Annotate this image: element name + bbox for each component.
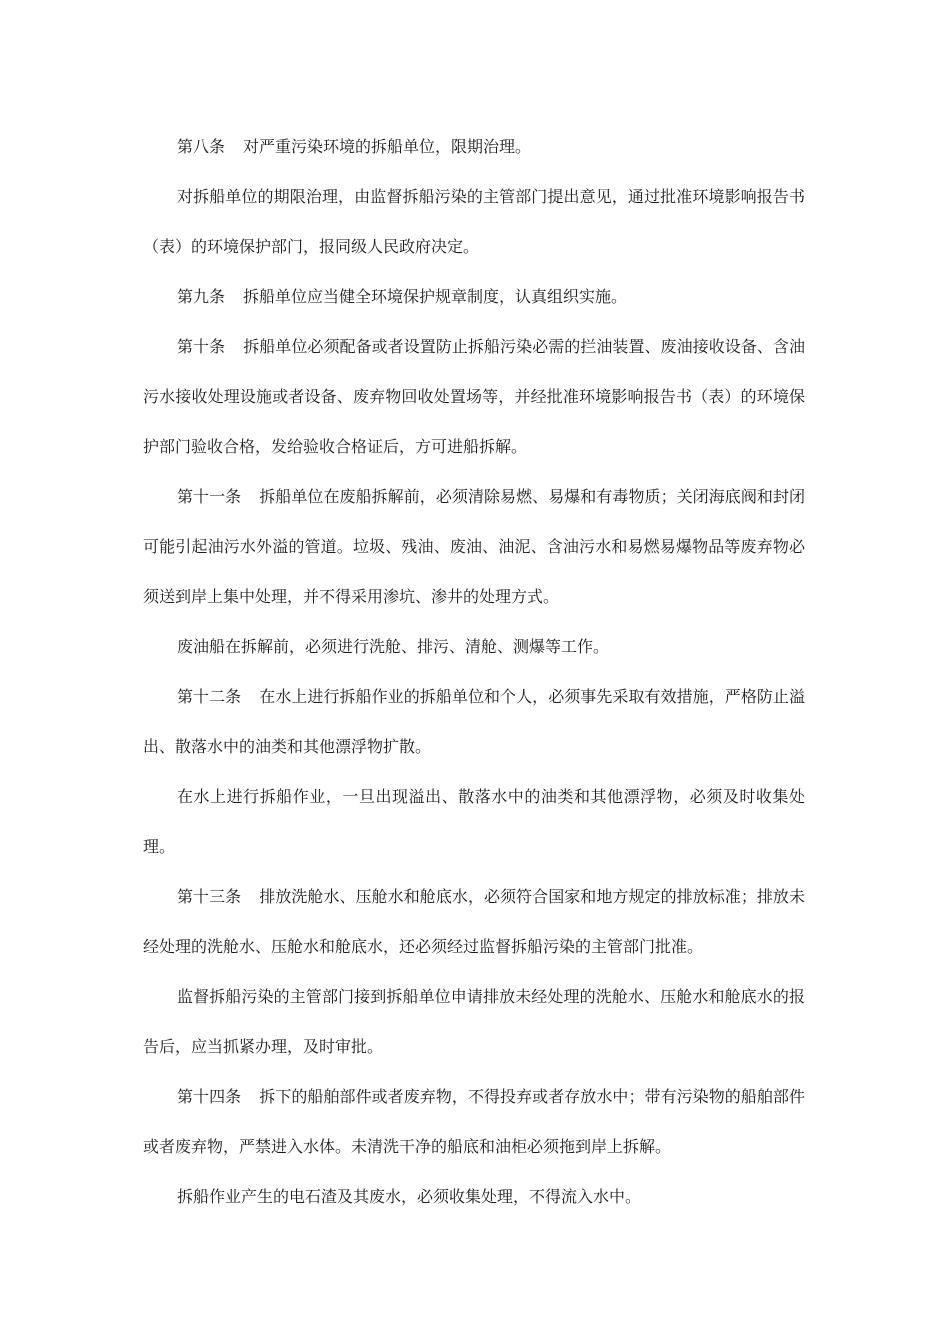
paragraph-text: 对严重污染环境的拆船单位，限期治理。 (243, 137, 532, 156)
paragraph (143, 172, 805, 272)
paragraph-text: 在水上进行拆船作业，一旦出现溢出、散落水中的油类和其他漂浮物，必须及时收集处理。 (143, 787, 805, 856)
paragraph-article-9 (143, 272, 805, 322)
paragraph-text: 在水上进行拆船作业的拆船单位和个人，必须事先采取有效措施，严格防止溢出、散落水中的油类和其他漂浮物扩散。 (143, 687, 805, 756)
paragraph-text: 拆船单位应当健全环境保护规章制度，认真组织实施。 (243, 287, 628, 306)
regulation-text (143, 122, 805, 1222)
paragraph-text: 监督拆船污染的主管部门接到拆船单位申请排放未经处理的洗舱水、压舱水和舱底水的报告后，应当抓紧办理，及时审批。 (143, 987, 805, 1056)
paragraph (143, 1172, 805, 1222)
article-number: 第十三条 (177, 887, 242, 906)
paragraph (143, 972, 805, 1072)
paragraph-text: 拆下的船舶部件或者废弃物，不得投弃或者存放水中；带有污染物的船舶部件或者废弃物，严禁进入水体。未清洗干净的船底和油柜必须拖到岸上拆解。 (143, 1087, 805, 1156)
article-number: 第八条 (177, 137, 226, 156)
paragraph-article-13 (143, 872, 805, 972)
paragraph-text: 对拆船单位的期限治理，由监督拆船污染的主管部门提出意见，通过批准环境影响报告书（表）的环境保护部门，报同级人民政府决定。 (143, 187, 805, 256)
paragraph-text: 拆船单位必须配备或者设置防止拆船污染必需的拦油装置、废油接收设备、含油污水接收处理设施或者设备、废弃物回收处置场等，并经批准环境影响报告书（表）的环境保护部门验收合格，发给验收合格证后，方可进船拆解。 (143, 337, 805, 456)
paragraph-text: 废油船在拆解前，必须进行洗舱、排污、清舱、测爆等工作。 (177, 637, 610, 656)
paragraph-article-11 (143, 472, 805, 622)
paragraph-text: 拆船作业产生的电石渣及其废水，必须收集处理，不得流入水中。 (177, 1187, 642, 1206)
paragraph (143, 772, 805, 872)
article-number: 第十四条 (177, 1087, 242, 1106)
paragraph-article-10 (143, 322, 805, 472)
paragraph-article-8 (143, 122, 805, 172)
paragraph-text: 排放洗舱水、压舱水和舱底水，必须符合国家和地方规定的排放标准；排放未经处理的洗舱水、压舱水和舱底水，还必须经过监督拆船污染的主管部门批准。 (143, 887, 805, 956)
article-number: 第十二条 (177, 687, 242, 706)
paragraph (143, 622, 805, 672)
paragraph-article-14 (143, 1072, 805, 1172)
article-number: 第九条 (177, 287, 226, 306)
article-number: 第十条 (177, 337, 226, 356)
paragraph-article-12 (143, 672, 805, 772)
article-number: 第十一条 (177, 487, 242, 506)
paragraph-text: 拆船单位在废船拆解前，必须清除易燃、易爆和有毒物质；关闭海底阀和封闭可能引起油污水外溢的管道。垃圾、残油、废油、油泥、含油污水和易燃易爆物品等废弃物必须送到岸上集中处理，并不得采用渗坑、渗井的处理方式。 (143, 487, 805, 606)
